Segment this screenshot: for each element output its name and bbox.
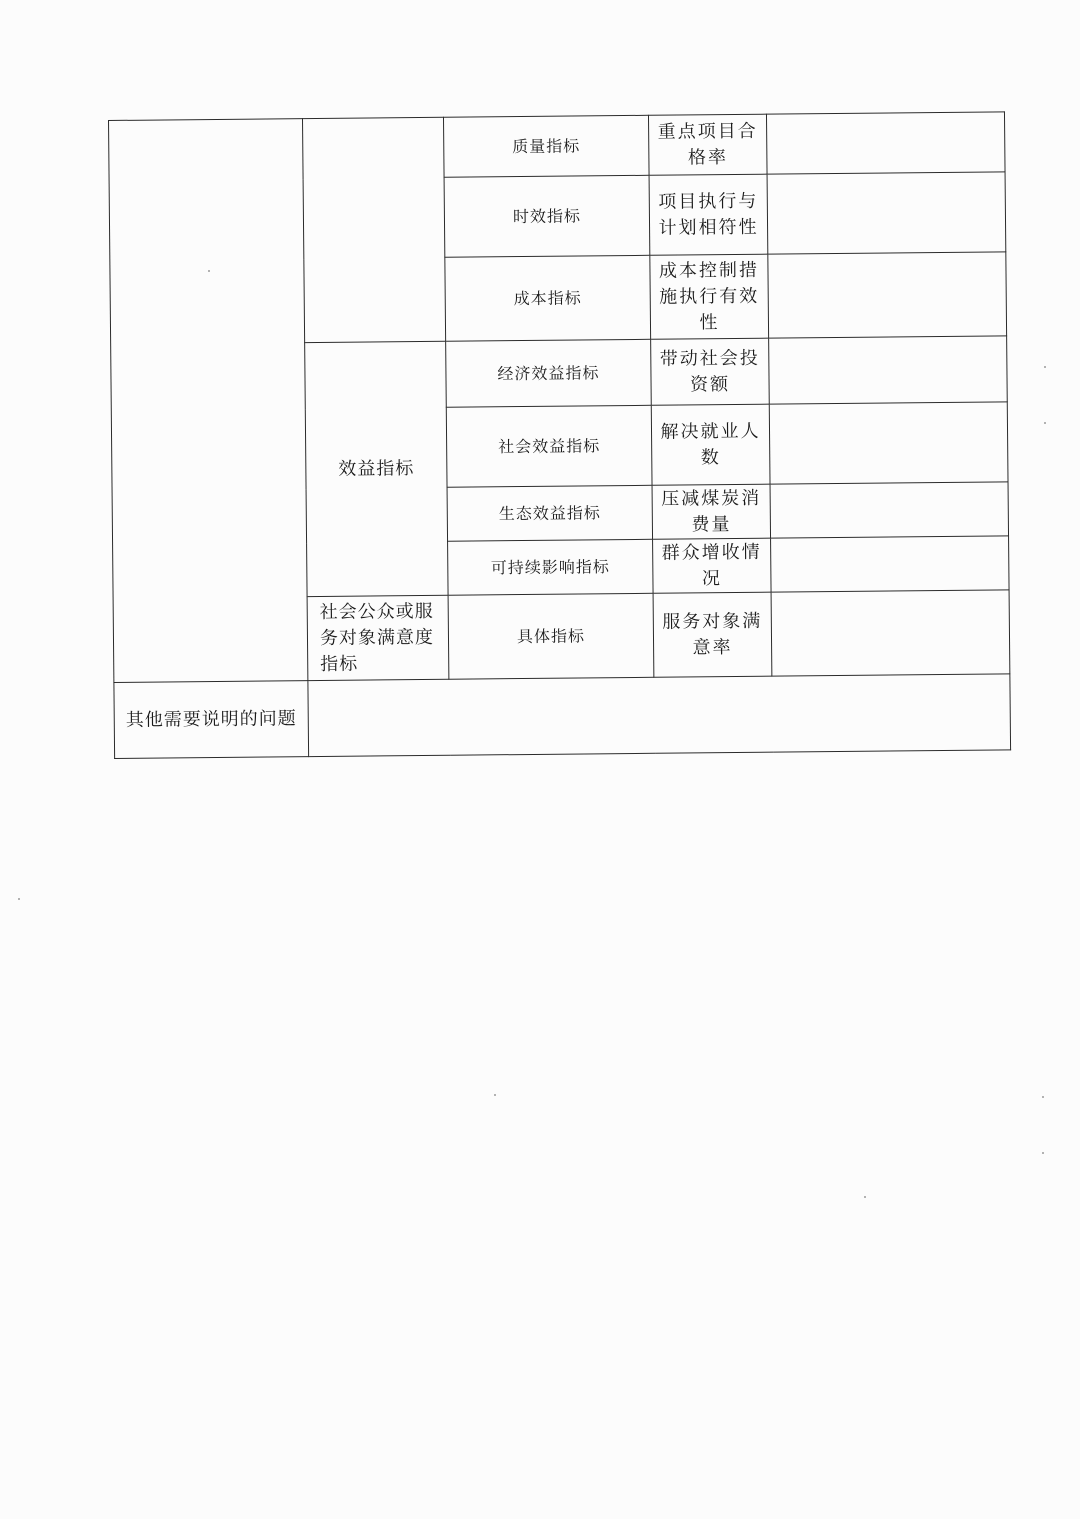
- value-cell: [768, 252, 1007, 338]
- indicator-cell: 服务对象满意率: [653, 592, 772, 677]
- value-cell: [771, 590, 1010, 676]
- value-cell: [769, 402, 1008, 484]
- level2-benefit-cell: 效益指标: [305, 341, 448, 596]
- other-notes-label: 其他需要说明的问题: [114, 681, 309, 759]
- indicator-cell: 带动社会投资额: [651, 338, 770, 405]
- other-notes-value: [308, 674, 1011, 757]
- level2-output-cell: [302, 117, 445, 342]
- level3-cell: 经济效益指标: [446, 339, 652, 407]
- value-cell: [769, 336, 1008, 404]
- indicator-cell: 项目执行与计划相符性: [649, 174, 768, 255]
- table-row: [114, 674, 1011, 759]
- value-cell: [766, 112, 1005, 174]
- scan-speck: [494, 1094, 496, 1096]
- indicator-cell: 解决就业人数: [651, 404, 770, 485]
- value-cell: [770, 482, 1009, 538]
- level3-cell: 时效指标: [444, 175, 650, 257]
- value-cell: [771, 536, 1010, 592]
- level3-cell: 生态效益指标: [447, 485, 653, 541]
- scan-speck: [1044, 366, 1046, 368]
- scan-speck: [1044, 422, 1046, 424]
- level3-cell: 质量指标: [443, 115, 649, 177]
- level3-cell: 可持续影响指标: [448, 539, 654, 595]
- indicator-cell: 成本控制措施执行有效性: [650, 254, 769, 339]
- indicator-cell: 群众增收情况: [653, 538, 772, 593]
- value-cell: [767, 172, 1006, 254]
- level3-cell: 具体指标: [448, 593, 654, 679]
- performance-indicator-table: [108, 111, 1011, 759]
- level2-satisfaction-cell: 社会公众或服务对象满意度指标: [307, 595, 449, 680]
- scan-speck: [864, 1196, 866, 1198]
- scan-speck: [18, 898, 20, 900]
- scan-speck: [1042, 1096, 1044, 1098]
- indicator-cell: 重点项目合格率: [648, 114, 767, 175]
- level3-cell: 成本指标: [445, 255, 651, 341]
- scan-speck: [208, 270, 210, 272]
- indicator-cell: 压减煤炭消费量: [652, 484, 771, 539]
- performance-indicator-table-sheet: [108, 111, 1010, 759]
- scan-speck: [1042, 1152, 1044, 1154]
- level3-cell: 社会效益指标: [446, 405, 652, 487]
- table-row: [109, 112, 1006, 181]
- level1-cell: [109, 119, 308, 683]
